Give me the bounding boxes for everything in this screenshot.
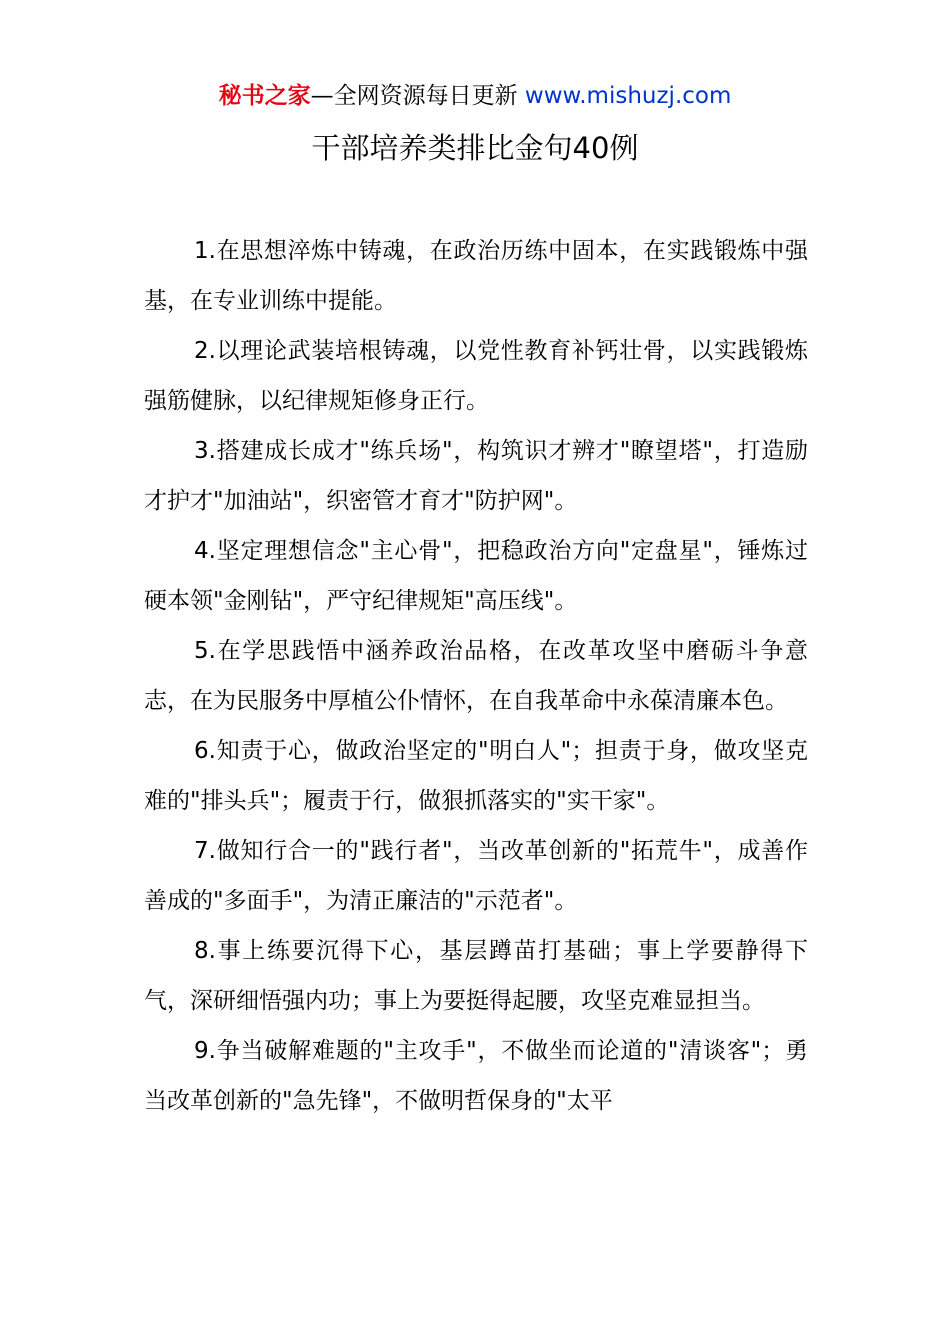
header-tagline: —全网资源每日更新 — [310, 83, 525, 109]
paragraph: 1.在思想淬炼中铸魂，在政治历练中固本，在实践锻炼中强基，在专业训练中提能。 — [144, 238, 808, 314]
document-title: 干部培养类排比金句40例 — [311, 131, 639, 165]
paragraph: 9.争当破解难题的"主攻手"，不做坐而论道的"清谈客"；勇当改革创新的"急先锋"，不做明哲保身的"太平 — [144, 1038, 808, 1114]
paragraph: 8.事上练要沉得下心，基层蹲苗打基础；事上学要静得下气，深研细悟强内功；事上为要挺得起腰，攻坚克难显担当。 — [144, 938, 808, 1014]
paragraph: 7.做知行合一的"践行者"，当改革创新的"拓荒牛"，成善作善成的"多面手"，为清正廉洁的"示范者"。 — [144, 838, 808, 914]
paragraph: 5.在学思践悟中涵养政治品格，在改革攻坚中磨砺斗争意志，在为民服务中厚植公仆情怀，在自我革命中永葆清廉本色。 — [144, 638, 808, 714]
paragraph: 3.搭建成长成才"练兵场"，构筑识才辨才"瞭望塔"，打造励才护才"加油站"，织密管才育才"防护网"。 — [144, 438, 808, 514]
brand-name: 秘书之家 — [218, 83, 311, 109]
paragraph: 4.坚定理想信念"主心骨"，把稳政治方向"定盘星"，锤炼过硬本领"金刚钻"，严守纪律规矩"高压线"。 — [144, 538, 808, 614]
site-url[interactable]: www.mishuzj.com — [524, 83, 732, 109]
document-body — [144, 226, 808, 1126]
paragraph: 2.以理论武装培根铸魂，以党性教育补钙壮骨，以实践锻炼强筋健脉，以纪律规矩修身正行。 — [144, 338, 808, 414]
site-header — [0, 80, 950, 112]
paragraph: 6.知责于心，做政治坚定的"明白人"；担责于身，做攻坚克难的"排头兵"；履责于行，做狠抓落实的"实干家"。 — [144, 738, 808, 814]
